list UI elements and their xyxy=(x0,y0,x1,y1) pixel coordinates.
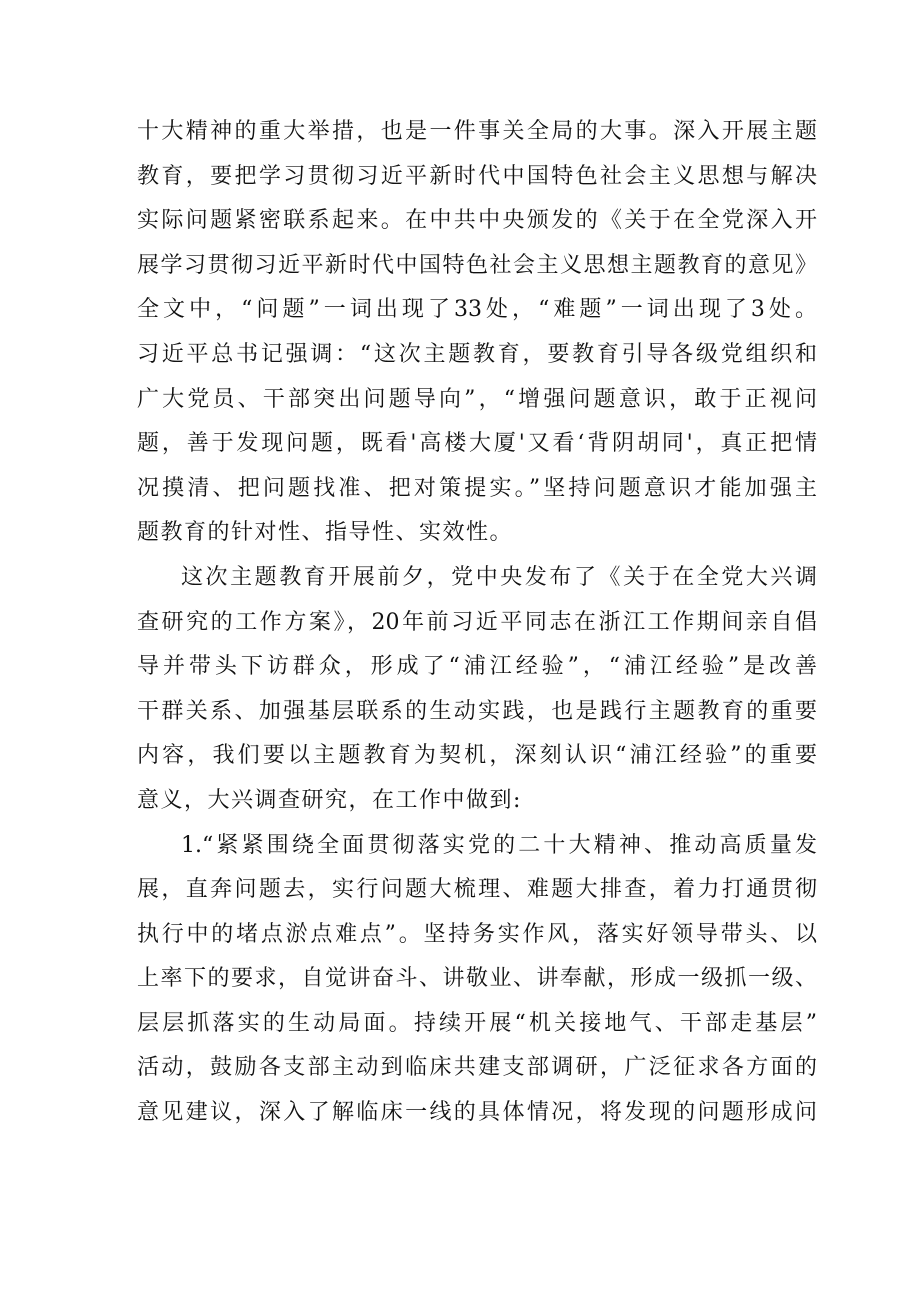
text-line: 题教育的针对性、指导性、实效性。 xyxy=(137,520,514,546)
text-line: 教育，要把学习贯彻习近平新时代中国特色社会主义思想与解决 xyxy=(137,163,817,189)
text-line: 干群关系、加强基层联系的生动实践，也是践行主题教育的重要 xyxy=(137,698,817,724)
text-line: 执行中的堵点淤点难点”。坚持务实作风，落实好领导带头、以 xyxy=(137,921,817,947)
text-line: 题，善于发现问题，既看'高楼大厦'又看‘背阴胡同'，真正把情 xyxy=(137,431,817,457)
text-line: 内容，我们要以主题教育为契机，深刻认识“浦江经验”的重要 xyxy=(137,743,817,769)
text-line: 展学习贯彻习近平新时代中国特色社会主义思想主题教育的意见》 xyxy=(137,252,817,278)
text-line: 意义，大兴调查研究，在工作中做到: xyxy=(137,787,522,813)
text-line: 导并带头下访群众，形成了“浦江经验”，“浦江经验”是改善 xyxy=(137,654,817,680)
text-line: 习近平总书记强调：“这次主题教育，要教育引导各级党组织和 xyxy=(137,341,817,367)
text-line: 活动，鼓励各支部主动到临床共建支部调研，广泛征求各方面的 xyxy=(137,1055,817,1081)
text-line: 上率下的要求，自觉讲奋斗、讲敬业、讲奉献，形成一级抓一级、 xyxy=(137,966,817,992)
text-line: 层层抓落实的生动局面。持续开展“机关接地气、干部走基层” xyxy=(137,1010,817,1036)
text-line: 广大党员、干部突出问题导向”，“增强问题意识，敢于正视问 xyxy=(137,386,817,412)
text-line: 十大精神的重大举措，也是一件事关全局的大事。深入开展主题 xyxy=(137,119,817,144)
text-line: 全文中，“问题”一词出现了33处，“难题”一词出现了3处。 xyxy=(137,297,817,323)
paragraph-start-line: 这次主题教育开展前夕，党中央发布了《关于在全党大兴调 xyxy=(181,564,817,590)
text-line: 况摸清、把问题找准、把对策提实。”坚持问题意识才能加强主 xyxy=(137,475,817,501)
text-line: 意见建议，深入了解临床一线的具体情况，将发现的问题形成问 xyxy=(137,1100,817,1126)
text-line: 查研究的工作方案》，20年前习近平同志在浙江工作期间亲自倡 xyxy=(137,609,817,635)
text-line: 实际问题紧密联系起来。在中共中央颁发的《关于在全党深入开 xyxy=(137,208,817,234)
text-line: 展，直奔问题去，实行问题大梳理、难题大排查，着力打通贯彻 xyxy=(137,877,817,903)
body-text xyxy=(137,110,817,1136)
list-item-start-line: 1.“紧紧围绕全面贯彻落实党的二十大精神、推动高质量发 xyxy=(181,832,817,858)
